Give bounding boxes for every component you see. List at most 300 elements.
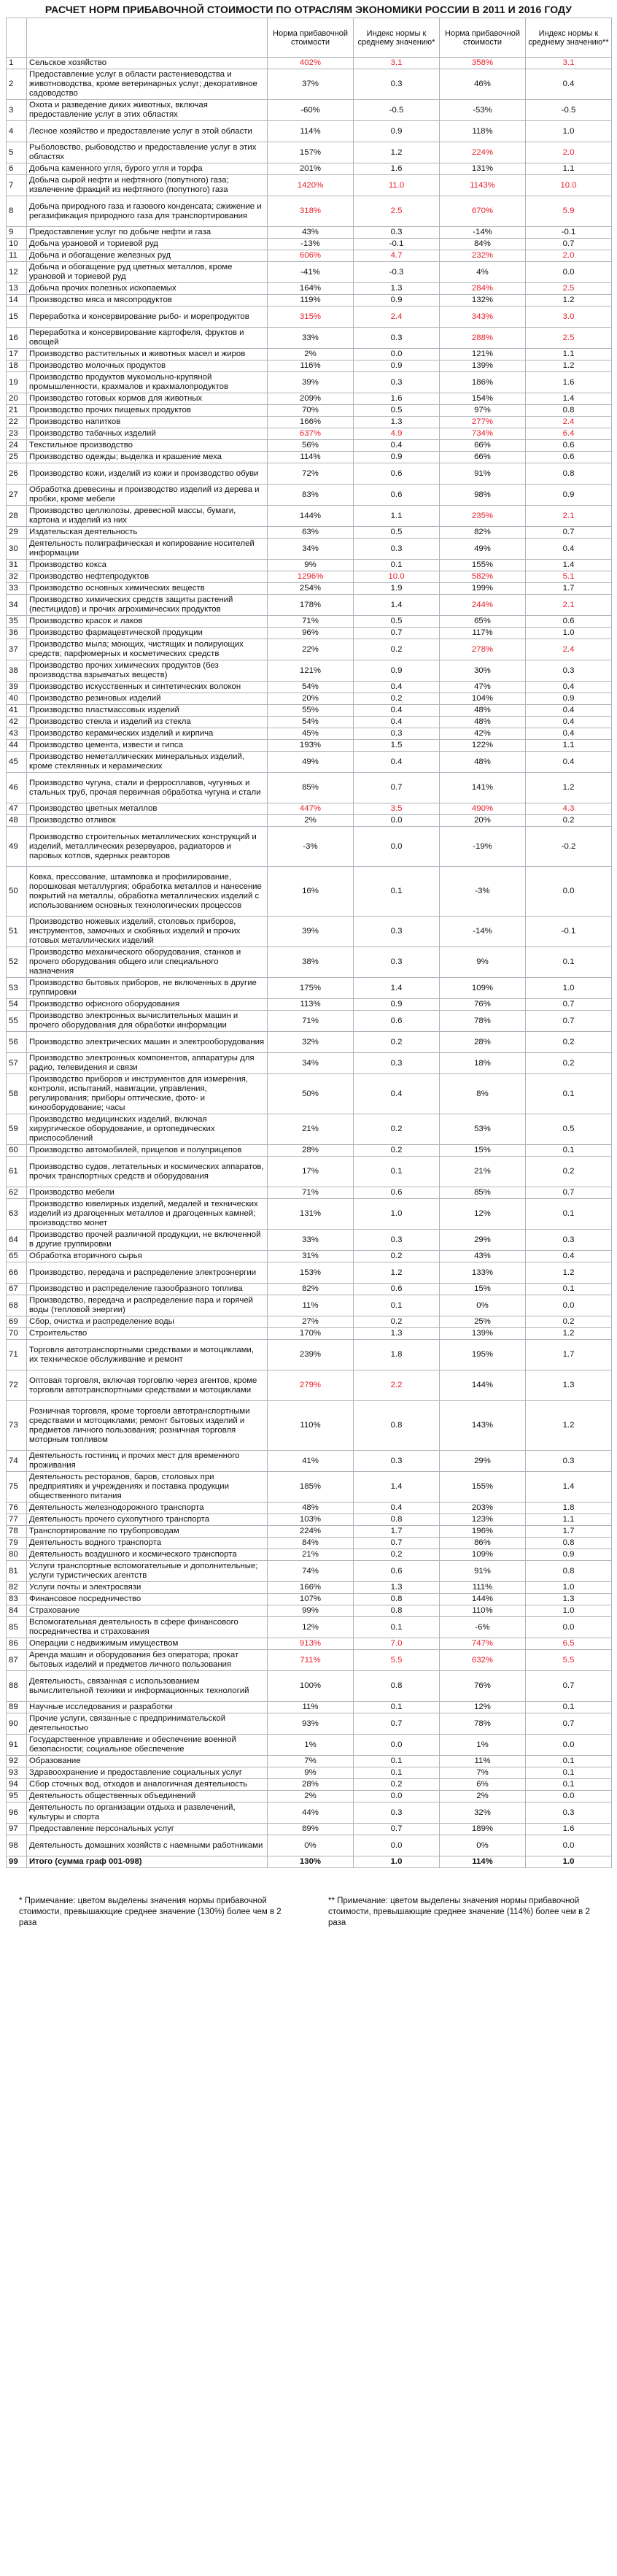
rate-2011-cell: 96% [268, 628, 354, 639]
index-2016-cell: 1.7 [526, 1340, 612, 1370]
row-number: 58 [7, 1074, 27, 1114]
industry-name: Научные исследования и разработки [27, 1702, 268, 1713]
industry-name: Услуги транспортные вспомогательные и дополнительные; услуги туристических агентств [27, 1561, 268, 1582]
index-2016-cell: 1.2 [526, 1401, 612, 1451]
table-row [7, 1605, 612, 1617]
industry-name: Охота и разведение диких животных, включая предоставление услуг в этих областях [27, 100, 268, 121]
row-number: 6 [7, 163, 27, 175]
table-row [7, 1451, 612, 1472]
table-row [7, 506, 612, 527]
rate-2016-cell: 284% [440, 283, 526, 295]
index-2016-cell: 1.8 [526, 1503, 612, 1514]
industry-name: Производство молочных продуктов [27, 360, 268, 372]
footnote-2011: * Примечание: цветом выделены значения нормы прибавочной стоимости, превышающие среднее значение (130%) более чем в 2 раза [19, 1897, 282, 1927]
table-row [7, 328, 612, 349]
table-row [7, 1011, 612, 1032]
row-number: 24 [7, 440, 27, 452]
index-2011-cell: 0.1 [354, 1767, 440, 1779]
rate-2011-cell: 48% [268, 1503, 354, 1514]
index-2011-cell: 2.4 [354, 306, 440, 328]
row-number: 90 [7, 1713, 27, 1735]
row-number: 65 [7, 1251, 27, 1262]
rate-2011-cell: 201% [268, 163, 354, 175]
rate-2011-cell: 71% [268, 616, 354, 628]
row-number: 62 [7, 1187, 27, 1199]
index-2011-cell: 0.3 [354, 69, 440, 100]
index-2011-cell: 0.4 [354, 752, 440, 773]
index-2016-cell: 0.1 [526, 1145, 612, 1157]
rate-2016-cell: 117% [440, 628, 526, 639]
rate-2016-cell: 139% [440, 1328, 526, 1340]
rate-2016-cell: 139% [440, 360, 526, 372]
index-2016-cell: 1.4 [526, 560, 612, 571]
index-2011-cell: 3.1 [354, 58, 440, 69]
row-number: 46 [7, 773, 27, 803]
rate-2011-cell: 1296% [268, 571, 354, 583]
row-number: 5 [7, 142, 27, 163]
index-2011-cell: -0.5 [354, 100, 440, 121]
row-number: 80 [7, 1549, 27, 1561]
industry-name: Производство мяса и мясопродуктов [27, 295, 268, 306]
row-number: 29 [7, 527, 27, 539]
rate-2011-cell: 49% [268, 752, 354, 773]
rate-2016-cell: 29% [440, 1230, 526, 1251]
row-number: 3 [7, 100, 27, 121]
row-number: 74 [7, 1451, 27, 1472]
row-number: 30 [7, 539, 27, 560]
index-2011-cell: 0.1 [354, 867, 440, 917]
industry-name: Вспомогательная деятельность в сфере финансового посредничества и страхования [27, 1617, 268, 1638]
rate-2016-cell: 76% [440, 999, 526, 1011]
row-number: 91 [7, 1735, 27, 1756]
index-2011-cell: 0.8 [354, 1514, 440, 1526]
rate-2011-cell: 116% [268, 360, 354, 372]
index-2011-cell: 0.1 [354, 560, 440, 571]
industry-name: Производство судов, летательных и космических аппаратов, прочих транспортных средств и оборудования [27, 1157, 268, 1187]
industry-name: Предоставление услуг по добыче нефти и газа [27, 227, 268, 239]
table-row [7, 239, 612, 250]
index-2011-cell: 1.4 [354, 595, 440, 616]
table-row [7, 1401, 612, 1451]
index-2011-cell: 7.0 [354, 1638, 440, 1650]
industry-name: Производство цемента, извести и гипса [27, 740, 268, 752]
index-2016-cell: 0.0 [526, 262, 612, 283]
table-row [7, 1538, 612, 1549]
table-row [7, 571, 612, 583]
row-number: 23 [7, 428, 27, 440]
row-number: 75 [7, 1472, 27, 1503]
industry-name: Розничная торговля, кроме торговли автотранспортными средствами и мотоциклами; ремонт бытовых изделий и предметов личного пользования; розничная торговля моторным топливом [27, 1401, 268, 1451]
industry-name: Производство одежды; выделка и крашение меха [27, 452, 268, 463]
rate-2016-cell: 4% [440, 262, 526, 283]
index-2011-cell: 0.6 [354, 1561, 440, 1582]
index-2016-cell: 2.4 [526, 417, 612, 428]
index-2011-cell: 0.2 [354, 1316, 440, 1328]
header-index-2011: Индекс нормы к среднему значению* [354, 18, 440, 58]
table-row [7, 1582, 612, 1594]
index-2011-cell: 1.7 [354, 1526, 440, 1538]
industry-name: Добыча урановой и ториевой руд [27, 239, 268, 250]
row-number: 89 [7, 1702, 27, 1713]
row-number: 73 [7, 1401, 27, 1451]
rate-2011-cell: 12% [268, 1617, 354, 1638]
index-2016-cell: 0.0 [526, 1835, 612, 1856]
row-number: 11 [7, 250, 27, 262]
row-number: 16 [7, 328, 27, 349]
table-row [7, 69, 612, 100]
row-number: 67 [7, 1284, 27, 1295]
industry-name: Производство, передача и распределение электроэнергии [27, 1262, 268, 1284]
rate-2016-cell: 144% [440, 1594, 526, 1605]
row-number: 10 [7, 239, 27, 250]
row-number: 27 [7, 485, 27, 506]
row-number: 38 [7, 660, 27, 682]
rate-2016-cell: 98% [440, 485, 526, 506]
table-row [7, 728, 612, 740]
industry-name: Обработка вторичного сырья [27, 1251, 268, 1262]
industry-name: Добыча сырой нефти и нефтяного (попутного) газа; извлечение фракций из нефтяного (попутного) газа [27, 175, 268, 196]
rate-2016-cell: 582% [440, 571, 526, 583]
industry-name: Производство основных химических веществ [27, 583, 268, 595]
industry-name: Производство прочих пищевых продуктов [27, 405, 268, 417]
rate-2011-cell: 71% [268, 1011, 354, 1032]
row-number: 56 [7, 1032, 27, 1053]
table-row [7, 428, 612, 440]
index-2016-cell: 0.1 [526, 1702, 612, 1713]
row-number: 17 [7, 349, 27, 360]
rate-2016-cell: 15% [440, 1145, 526, 1157]
rate-2016-cell: -14% [440, 917, 526, 947]
table-row [7, 440, 612, 452]
rate-2016-cell: 232% [440, 250, 526, 262]
rate-2016-cell: 144% [440, 1370, 526, 1401]
rate-2011-cell: 21% [268, 1114, 354, 1145]
table-row [7, 867, 612, 917]
rate-2016-cell: 85% [440, 1187, 526, 1199]
table-row [7, 1262, 612, 1284]
rate-2011-cell: 114% [268, 452, 354, 463]
rate-2011-cell: 11% [268, 1702, 354, 1713]
rate-2011-cell: 114% [268, 121, 354, 142]
rate-2011-cell: 103% [268, 1514, 354, 1526]
rate-2016-cell: 43% [440, 1251, 526, 1262]
index-2016-cell: 1.0 [526, 1605, 612, 1617]
row-number: 83 [7, 1594, 27, 1605]
index-2016-cell: 1.0 [526, 121, 612, 142]
rate-2011-cell: 39% [268, 372, 354, 393]
table-row [7, 827, 612, 867]
rate-2011-cell: 170% [268, 1328, 354, 1340]
industry-name: Производство бытовых приборов, не включенных в другие группировки [27, 978, 268, 999]
index-2011-cell: 11.0 [354, 175, 440, 196]
header-industry [27, 18, 268, 58]
rate-2016-cell: 186% [440, 372, 526, 393]
index-2016-cell: 6.4 [526, 428, 612, 440]
rate-2011-cell: 45% [268, 728, 354, 740]
index-2016-cell: 0.4 [526, 69, 612, 100]
rate-2016-cell: 110% [440, 1605, 526, 1617]
table-row [7, 1638, 612, 1650]
rate-2011-cell: 2% [268, 349, 354, 360]
industry-name: Рыболовство, рыбоводство и предоставление услуг в этих областях [27, 142, 268, 163]
table-row [7, 1824, 612, 1835]
rate-2016-cell: 15% [440, 1284, 526, 1295]
rate-2011-cell: 606% [268, 250, 354, 262]
rate-2016-cell: 53% [440, 1114, 526, 1145]
index-2016-cell: 0.1 [526, 1756, 612, 1767]
table-row [7, 306, 612, 328]
industry-name: Строительство [27, 1328, 268, 1340]
industry-name: Финансовое посредничество [27, 1594, 268, 1605]
index-2011-cell: 0.7 [354, 1713, 440, 1735]
industry-name: Производство фармацевтической продукции [27, 628, 268, 639]
table-row [7, 999, 612, 1011]
index-2011-cell: 0.7 [354, 773, 440, 803]
industry-name: Аренда машин и оборудования без оператора; прокат бытовых изделий и предметов личного пользования [27, 1650, 268, 1671]
industry-name: Производство стекла и изделий из стекла [27, 717, 268, 728]
table-row [7, 1251, 612, 1262]
table-row [7, 1835, 612, 1856]
index-2016-cell: 0.2 [526, 1316, 612, 1328]
table-total-row [7, 1856, 612, 1868]
table-row [7, 1472, 612, 1503]
rate-2011-cell: 56% [268, 440, 354, 452]
index-2011-cell: 0.3 [354, 947, 440, 978]
table-row [7, 1295, 612, 1316]
index-2011-cell: 0.3 [354, 728, 440, 740]
row-number: 76 [7, 1503, 27, 1514]
index-2011-cell: 1.0 [354, 1856, 440, 1868]
industry-name: Производство чугуна, стали и ферросплавов, чугунных и стальных труб, прочая первичная обработка чугуна и стали [27, 773, 268, 803]
index-2011-cell: -0.1 [354, 239, 440, 250]
rate-2016-cell: 155% [440, 1472, 526, 1503]
row-number: 97 [7, 1824, 27, 1835]
rate-2016-cell: 76% [440, 1671, 526, 1702]
row-number: 55 [7, 1011, 27, 1032]
rate-2016-cell: 203% [440, 1503, 526, 1514]
rate-2016-cell: 47% [440, 682, 526, 693]
row-number: 96 [7, 1802, 27, 1824]
industry-name: Производство мебели [27, 1187, 268, 1199]
row-number: 39 [7, 682, 27, 693]
index-2011-cell: 4.7 [354, 250, 440, 262]
industry-name: Транспортирование по трубопроводам [27, 1526, 268, 1538]
rate-2016-cell: 65% [440, 616, 526, 628]
rate-2011-cell: 0% [268, 1835, 354, 1856]
industry-name: Производство прочих химических продуктов (без производства взрывчатых веществ) [27, 660, 268, 682]
rate-2011-cell: 121% [268, 660, 354, 682]
rate-2016-cell: 42% [440, 728, 526, 740]
rate-2016-cell: 66% [440, 440, 526, 452]
table-row [7, 1671, 612, 1702]
industry-name: Производство цветных металлов [27, 803, 268, 815]
rate-2011-cell: 28% [268, 1145, 354, 1157]
row-number: 36 [7, 628, 27, 639]
index-2011-cell: 0.0 [354, 827, 440, 867]
index-2016-cell: 0.6 [526, 616, 612, 628]
industry-name: Производство продуктов мукомольно-крупяной промышленности, крахмалов и крахмалопродуктов [27, 372, 268, 393]
rate-2016-cell: 118% [440, 121, 526, 142]
industry-name: Производство электронных вычислительных машин и прочего оборудования для обработки информации [27, 1011, 268, 1032]
index-2016-cell: 0.4 [526, 682, 612, 693]
row-number: 9 [7, 227, 27, 239]
row-number: 32 [7, 571, 27, 583]
row-number: 68 [7, 1295, 27, 1316]
industry-name: Лесное хозяйство и предоставление услуг в этой области [27, 121, 268, 142]
table-row [7, 1187, 612, 1199]
row-number: 22 [7, 417, 27, 428]
rate-2011-cell: 27% [268, 1316, 354, 1328]
index-2016-cell: 3.1 [526, 58, 612, 69]
table-row [7, 1514, 612, 1526]
index-2011-cell: 5.5 [354, 1650, 440, 1671]
row-number: 81 [7, 1561, 27, 1582]
table-row [7, 1650, 612, 1671]
rate-2016-cell: -6% [440, 1617, 526, 1638]
industry-name: Услуги почты и электросвязи [27, 1582, 268, 1594]
row-number: 86 [7, 1638, 27, 1650]
index-2011-cell: 0.2 [354, 1114, 440, 1145]
industry-name: Оптовая торговля, включая торговлю через агентов, кроме торговли автотранспортными средствами и мотоциклами [27, 1370, 268, 1401]
index-2011-cell: 1.8 [354, 1340, 440, 1370]
index-2011-cell: 0.2 [354, 1549, 440, 1561]
index-2016-cell: 2.1 [526, 595, 612, 616]
industry-name: Производство, передача и распределение пара и горячей воды (тепловой энергии) [27, 1295, 268, 1316]
rate-2011-cell: 166% [268, 417, 354, 428]
index-2011-cell: 0.3 [354, 539, 440, 560]
rate-2011-cell: 2% [268, 815, 354, 827]
rate-2016-cell: 288% [440, 328, 526, 349]
industry-name: Производство прочей различной продукции, не включенной в другие группировки [27, 1230, 268, 1251]
rate-2016-cell: 48% [440, 717, 526, 728]
index-2016-cell: 1.7 [526, 1526, 612, 1538]
rate-2011-cell: 63% [268, 527, 354, 539]
index-2016-cell: 1.1 [526, 349, 612, 360]
table-row [7, 1549, 612, 1561]
industry-name: Деятельность по организации отдыха и развлечений, культуры и спорта [27, 1802, 268, 1824]
rate-2011-cell: 50% [268, 1074, 354, 1114]
index-2011-cell: 1.3 [354, 1582, 440, 1594]
rate-2011-cell: -41% [268, 262, 354, 283]
rate-2016-cell: 277% [440, 417, 526, 428]
index-2011-cell: 0.3 [354, 917, 440, 947]
rate-2016-cell: 195% [440, 1340, 526, 1370]
industry-name: Производство керамических изделий и кирпича [27, 728, 268, 740]
rate-2016-cell: 747% [440, 1638, 526, 1650]
rate-2011-cell: 2% [268, 1791, 354, 1802]
index-2016-cell: 0.4 [526, 717, 612, 728]
rate-2011-cell: 20% [268, 693, 354, 705]
rate-2011-cell: 34% [268, 1053, 354, 1074]
row-number: 44 [7, 740, 27, 752]
row-number: 1 [7, 58, 27, 69]
rate-2011-cell: 100% [268, 1671, 354, 1702]
rate-2016-cell: 78% [440, 1713, 526, 1735]
industry-name: Операции с недвижимым имуществом [27, 1638, 268, 1650]
index-2016-cell: -0.5 [526, 100, 612, 121]
industry-name: Производство неметаллических минеральных изделий, кроме стеклянных и керамических [27, 752, 268, 773]
rate-2011-cell: 44% [268, 1802, 354, 1824]
index-2011-cell: 1.2 [354, 1262, 440, 1284]
industry-name: Предоставление услуг в области растениеводства и животноводства, кроме ветеринарных услуг; декоративное садоводство [27, 69, 268, 100]
index-2016-cell: 5.5 [526, 1650, 612, 1671]
index-2011-cell: 0.0 [354, 1835, 440, 1856]
row-number: 84 [7, 1605, 27, 1617]
index-2016-cell: 1.0 [526, 628, 612, 639]
rate-2016-cell: 189% [440, 1824, 526, 1835]
industry-name: Деятельность полиграфическая и копирование носителей информации [27, 539, 268, 560]
rate-2016-cell: 20% [440, 815, 526, 827]
industry-name: Переработка и консервирование рыбо- и морепродуктов [27, 306, 268, 328]
index-2016-cell: 1.2 [526, 773, 612, 803]
index-2016-cell: 0.0 [526, 1735, 612, 1756]
table-row [7, 1735, 612, 1756]
rate-2011-cell: 31% [268, 1251, 354, 1262]
table-row [7, 752, 612, 773]
row-number: 94 [7, 1779, 27, 1791]
row-number: 15 [7, 306, 27, 328]
row-number: 40 [7, 693, 27, 705]
rate-2016-cell: 111% [440, 1582, 526, 1594]
index-2011-cell: 0.5 [354, 405, 440, 417]
rate-2011-cell: 72% [268, 463, 354, 485]
index-2016-cell: 0.0 [526, 1617, 612, 1638]
index-2011-cell: 2.5 [354, 196, 440, 227]
rate-2016-cell: 141% [440, 773, 526, 803]
table-row [7, 372, 612, 393]
industry-name: Обработка древесины и производство изделий из дерева и пробки, кроме мебели [27, 485, 268, 506]
index-2011-cell: 0.1 [354, 1617, 440, 1638]
index-2016-cell: 0.2 [526, 815, 612, 827]
table-row [7, 393, 612, 405]
rate-2016-cell: 91% [440, 1561, 526, 1582]
index-2011-cell: 0.9 [354, 660, 440, 682]
rate-2011-cell: 55% [268, 705, 354, 717]
row-number: 60 [7, 1145, 27, 1157]
rate-2011-cell: 402% [268, 58, 354, 69]
industry-name: Производство ножевых изделий, столовых приборов, инструментов, замочных и скобяных изделий и прочих готовых металлических изделий [27, 917, 268, 947]
row-number: 69 [7, 1316, 27, 1328]
index-2011-cell: 0.1 [354, 1756, 440, 1767]
rate-2016-cell: 343% [440, 306, 526, 328]
rate-2011-cell: 157% [268, 142, 354, 163]
index-2011-cell: 0.9 [354, 452, 440, 463]
index-2016-cell: 0.0 [526, 1295, 612, 1316]
table-row [7, 417, 612, 428]
rate-2016-cell: 48% [440, 705, 526, 717]
table-row [7, 1032, 612, 1053]
table-row [7, 1328, 612, 1340]
index-2016-cell: 0.0 [526, 1791, 612, 1802]
rate-2011-cell: 185% [268, 1472, 354, 1503]
index-2011-cell: 0.8 [354, 1594, 440, 1605]
index-2011-cell: 1.4 [354, 1472, 440, 1503]
index-2011-cell: 1.2 [354, 142, 440, 163]
row-number: 28 [7, 506, 27, 527]
index-2011-cell: 0.2 [354, 1251, 440, 1262]
index-2011-cell: 0.9 [354, 999, 440, 1011]
index-2016-cell: 6.5 [526, 1638, 612, 1650]
rate-2011-cell: 447% [268, 803, 354, 815]
index-2016-cell: 1.1 [526, 740, 612, 752]
table-row [7, 815, 612, 827]
index-2016-cell: 0.3 [526, 1230, 612, 1251]
row-number: 57 [7, 1053, 27, 1074]
row-number: 61 [7, 1157, 27, 1187]
rate-2016-cell: -3% [440, 867, 526, 917]
table-row [7, 1230, 612, 1251]
row-number: 95 [7, 1791, 27, 1802]
